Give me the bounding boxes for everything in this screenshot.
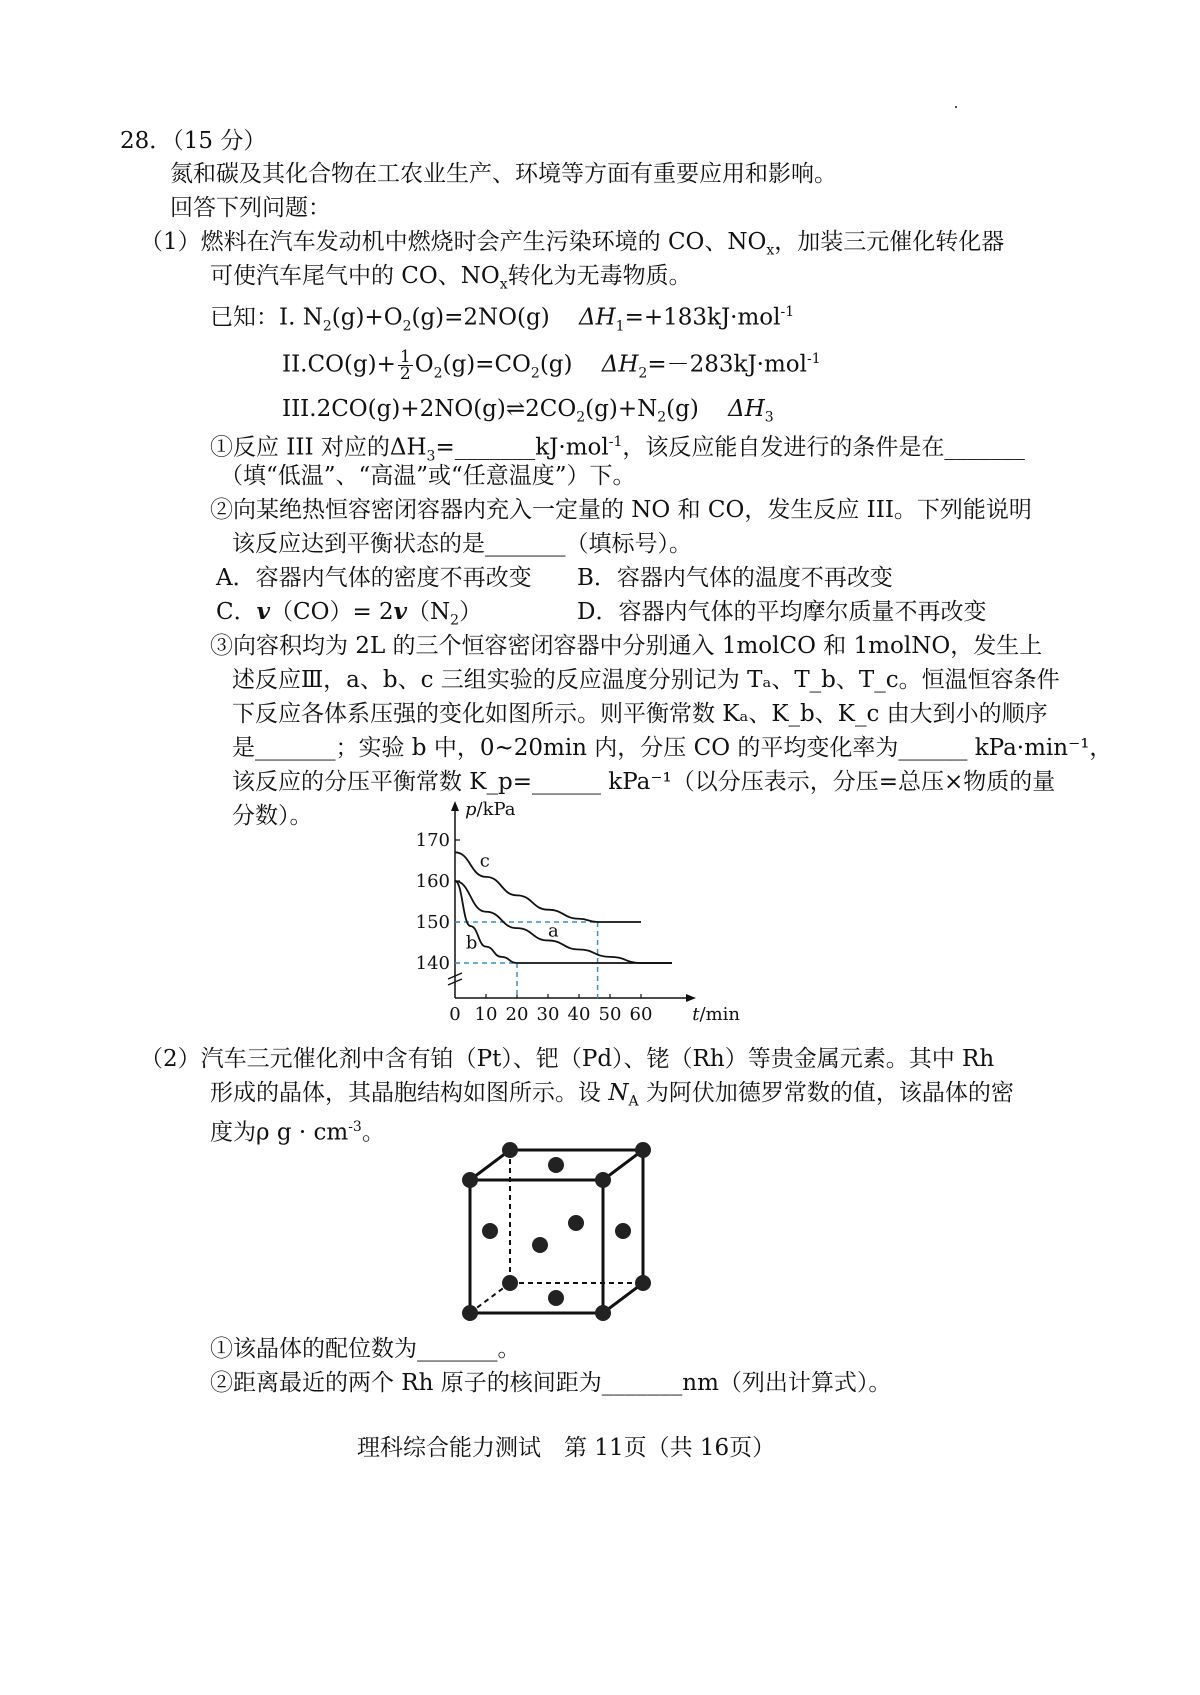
y-tick-label: 150 [415, 912, 450, 933]
x-tick-label: 60 [629, 1004, 653, 1025]
question-intro: 氮和碳及其化合物在工农业生产、环境等方面有重要应用和影响。 [170, 161, 837, 187]
atom-corner [595, 1172, 611, 1188]
q3-line4: 是_______；实验 b 中，0~20min 内，分压 CO 的平均变化率为______ kPa·min⁻¹， [232, 735, 1113, 761]
question-header [120, 125, 266, 157]
option-d: D．容器内气体的平均摩尔质量不再改变 [577, 599, 987, 625]
part2-line3: 度为ρ $g \cdot cm^{-3}$。 [210, 1119, 385, 1146]
option-b: B．容器内气体的温度不再改变 [577, 565, 893, 591]
q2-line2: 该反应达到平衡状态的是_______（填标号）。 [232, 531, 692, 557]
x-tick-label: 50 [598, 1004, 622, 1025]
equation-2: II.CO(g)+ $\frac{1}{2}$ $O_2(g)=CO_2(g)$ $\Delta H_2=-283kJ\cdot mol^{-1}$ [282, 347, 821, 385]
crystal-unit-cell-diagram [455, 1135, 670, 1335]
x-axis-label: t/min [692, 1004, 740, 1025]
q3-line3: 下反应各体系压强的变化如图所示。则平衡常数 Kₐ、K_b、K_c 由大到小的顺序 [232, 701, 1048, 727]
page-footer: 理科综合能力测试 第 11页（共 16页） [357, 1435, 776, 1461]
atom-corner [595, 1305, 611, 1321]
option-c: C．$v(CO)= 2v(N_2)$ [216, 598, 483, 629]
y-axis-label: p/kPa [465, 799, 516, 820]
part2-q2: ②距离最近的两个 Rh 原子的核间距为_______nm（列出计算式）。 [210, 1370, 892, 1396]
atom-corner [635, 1142, 651, 1158]
q3-line6: 分数）。 [232, 803, 313, 829]
q2-line1: ②向某绝热恒容密闭容器内充入一定量的 NO 和 CO，发生反应 III。下列能说明 [210, 497, 1032, 523]
x-tick-label: 0 [449, 1004, 461, 1025]
question-score: （15 分） [172, 128, 267, 154]
x-axis-arrow [686, 994, 696, 1002]
atom-corner [462, 1305, 478, 1321]
atom-corner [462, 1172, 478, 1188]
y-axis-arrow [451, 801, 459, 811]
pressure-time-chart [400, 795, 740, 1035]
equation-1: 已知：I. $N_2(g)+O_2(g)=2NO(g)$ $\Delta H_1=+183kJ\cdot mol^{-1}$ [210, 304, 795, 335]
atom-corner [635, 1275, 651, 1291]
fraction-half: $\frac{1}{2}$ [399, 347, 411, 385]
series-b-label: b [465, 932, 478, 954]
atom-corner [502, 1275, 518, 1291]
series-c-label: c [479, 850, 490, 872]
question-prompt: 回答下列问题： [170, 195, 331, 221]
part2-line1: （2）汽车三元催化剂中含有铂（Pt）、钯（Pd）、铑（Rh）等贵金属元素。其中 Rh [140, 1046, 995, 1072]
atom-face-center [532, 1237, 548, 1253]
atom-face-center [548, 1290, 564, 1306]
x-tick-label: 20 [505, 1004, 529, 1025]
atom-face-center [568, 1215, 584, 1231]
q3-line5: 该反应的分压平衡常数 K_p=______ kPa⁻¹（以分压表示，分压=总压×物质的量 [232, 769, 1056, 795]
atom-face-center [482, 1223, 498, 1239]
y-tick-label: 170 [415, 830, 450, 851]
part2-q1: ①该晶体的配位数为_______。 [210, 1336, 521, 1362]
atom-face-center [548, 1157, 564, 1173]
part1-line1: （1）燃料在汽车发动机中燃烧时会产生污染环境的 CO、$NO_x$，加装三元催化转化器 [140, 229, 1005, 259]
q3-line1: ③向容积均为 2L 的三个恒容密闭容器中分别通入 1molCO 和 1molNO，发生上 [210, 633, 1043, 659]
atom-face-center [615, 1223, 631, 1239]
part1-line2: 可使汽车尾气中的 CO、$NO_x$转化为无毒物质。 [210, 263, 692, 293]
q3-line2: 述反应Ⅲ，a、b、c 三组实验的反应温度分别记为 Tₐ、T_b、T_c。恒温恒容条件 [232, 667, 1060, 693]
option-a: A．容器内气体的密度不再改变 [216, 565, 532, 591]
part2-line2: 形成的晶体，其晶胞结构如图所示。设 $N_A$ 为阿伏加德罗常数的值，该晶体的密 [210, 1080, 1014, 1110]
question-number: 28． [120, 128, 173, 154]
corner-mark [955, 106, 957, 108]
y-tick-label: 140 [415, 953, 450, 974]
x-tick-label: 40 [567, 1004, 591, 1025]
equation-3: $III.2CO(g)+2NO(g)\rightleftharpoons 2CO_2(g)+N_2(g)$ $\Delta H_3$ [282, 396, 774, 426]
x-tick-label: 30 [536, 1004, 560, 1025]
atom-corner [502, 1142, 518, 1158]
x-tick-label: 10 [474, 1004, 498, 1025]
q1-line1: ①反应 III 对应的$\Delta H_3=\_\_\_\_\_\_\_kJ\cdot mol^{-1}$，该反应能自发进行的条件是在_______ [210, 434, 1025, 465]
y-tick-label: 160 [415, 871, 450, 892]
q1-line2: （填“低温”、“高温”或“任意温度”）下。 [220, 463, 636, 489]
series-a-label: a [548, 920, 559, 942]
